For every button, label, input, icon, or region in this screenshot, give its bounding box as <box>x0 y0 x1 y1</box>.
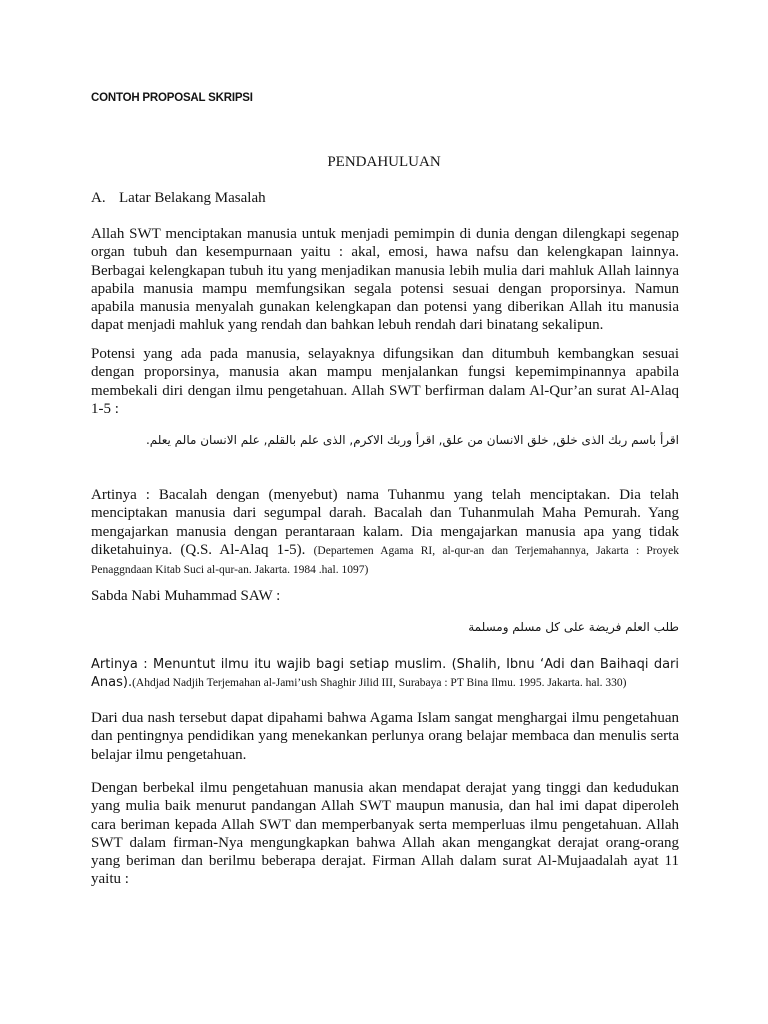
section-label: Latar Belakang Masalah <box>119 190 266 206</box>
translation-text: Menuntut ilmu itu wajib bagi setiap muslim. (Shalih, Ibnu ‘Adi dan Baihaqi dari Anas). <box>91 657 679 691</box>
arabic-hadith: طلب العلم فريضة على كل مسلم ومسلمة <box>468 620 679 634</box>
paragraph-2: Potensi yang ada pada manusia, selayaknya difungsikan dan ditumbuh kembangkan sesuai dengan proporsinya, manusia akan mampu menjalankan fungsi kepemimpinannya apabila membekali diri dengan ilmu pengetahuan. Allah SWT berfirman dalam Al-Qur’an surat Al-Alaq 1-5 : <box>91 346 679 417</box>
arabic-verse: اقرأ باسم ربك الذى خلق, خلق الانسان من علق, اقرأ وربك الاكرم, الذى علم بالقلم, علم الانسان مالم يعلم. <box>145 433 679 447</box>
citation: (Departemen Agama RI, al-qur-an dan Terjemahannya, Jakarta : Proyek Penaggndaan Kitab Suci al-qur-an. Jakarta. 1984 .hal. 1097) <box>91 544 679 577</box>
paragraph-5: Dari dua nash tersebut dapat dipahami bahwa Agama Islam sangat menghargai ilmu pengetahuan dan pentingnya pendidikan yang menekankan perlunya orang belajar membaca dan menulis serta belajar ilmu pengetahuan. <box>91 710 679 763</box>
citation: (Ahdjad Nadjih Terjemahan al-Jami’ush Shaghir Jilid III, Surabaya : PT Bina Ilmu. 1995. Jakarta. hal. 330) <box>132 677 627 690</box>
paragraph-6: Dengan berbekal ilmu pengetahuan manusia akan mendapat derajat yang tinggi dan kedudukan yang mulia baik menurut pandangan Allah SWT maupun manusia, dan hal imi dapat diperoleh cara beriman kepada Allah SWT dan memperbanyak serta memperluas ilmu pengetahuan. Allah SWT dalam firman-Nya mengungkapkan bahwa Allah akan mengangkat derajat orang-orang yang beriman dan berilmu beberapa derajat. Firman Allah dalam surat Al-Mujaadalah ayat 11 yaitu : <box>91 780 679 888</box>
paragraph-4 <box>91 656 679 693</box>
section-heading <box>91 190 679 207</box>
page-title: PENDAHULUAN <box>327 154 441 170</box>
section-number: A. <box>91 190 106 206</box>
translation-text: Artinya : Bacalah dengan (menyebut) nama Tuhanmu yang telah menciptakan. Dia telah menciptakan manusia dari segumpal darah. Bacalah dan Tuhanmulah Maha Pemurah. Yang mengajarkan manusia dengan perantaraan kalam. Dia mengajarkan manusia apa yang tidak diketahuinya. (Q.S. Al-Alaq 1-5). <box>91 487 679 558</box>
paragraph-3 <box>91 486 679 579</box>
document-header: CONTOH PROPOSAL SKRIPSI <box>91 92 253 104</box>
paragraph-1: Allah SWT menciptakan manusia untuk menjadi pemimpin di dunia dengan dilengkapi segenap organ tubuh dan kesempurnaan yaitu : akal, emosi, hawa nafsu dan kelengkapan lainnya. Berbagai kelengkapan tubuh itu yang menjadikan manusia lebih mulia dari mahluk Allah lainnya apabila manusia mampu memfungsikan segala potensi sesuai dengan proporsinya. Namun apabila manusia menyalah gunakan kelengkapan dan potensi yang diberikan Allah itu manusia dapat menjadi mahluk yang rendah dan bahkan lebuh rendah dari binatang sekalipun. <box>91 226 679 334</box>
sabda-heading: Sabda Nabi Muhammad SAW : <box>91 588 281 604</box>
translation-label: Artinya : <box>91 657 148 672</box>
